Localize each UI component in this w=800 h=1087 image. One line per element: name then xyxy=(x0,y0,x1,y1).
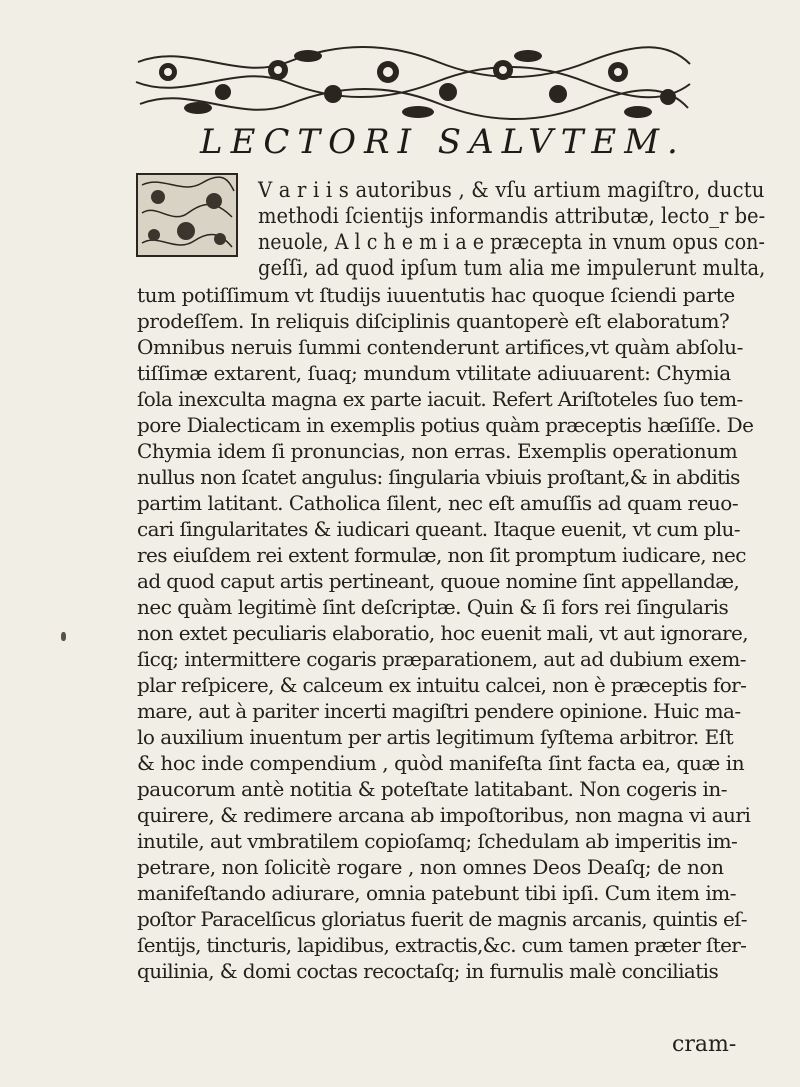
text-line-8: tiſſimæ extarent, ſuaq; mundum vtilitate adiuuarent: Chymia xyxy=(137,361,731,385)
decorated-initial-v xyxy=(136,173,238,257)
text-line-24: paucorum antè notitia & poteſtate latitabant. Non cogeris in- xyxy=(137,777,728,801)
text-line-16: ad quod caput artis pertineant, quoue nomine ſint appellandæ, xyxy=(137,569,740,593)
text-line-28: manifeſtando adiurare, omnia patebunt tibi ipſi. Cum item im- xyxy=(137,881,736,905)
text-line-23: & hoc inde compendium , quòd manifeſta ſint facta ea, quæ in xyxy=(137,751,745,775)
text-line-25: quirere, & redimere arcana ab impoſtoribus, non magna vi auri xyxy=(137,803,751,827)
text-line-17: nec quàm legitimè ſint deſcriptæ. Quin & ſi fors rei ſingularis xyxy=(137,595,729,619)
text-line-2: methodi ſcientijs informandis attributæ, lecto_r be- xyxy=(258,204,766,228)
text-line-18: non extet peculiaris elaboratio, hoc euenit mali, vt aut ignorare, xyxy=(137,621,748,645)
text-line-3: neuole, A l c h e m i a e præcepta in vnum opus con- xyxy=(258,230,765,254)
text-line-20: plar reſpicere, & calceum ex intuitu calcei, non è præceptis for- xyxy=(137,673,747,697)
ornamental-headpiece xyxy=(128,42,698,130)
text-line-30: ſentijs, tincturis, lapidibus, extractis,&c. cum tamen præter ſter- xyxy=(137,933,747,957)
text-line-10: pore Dialecticam in exemplis potius quàm præceptis hæſiſſe. De xyxy=(137,413,754,437)
text-line-29: poſtor Paracelſicus gloriatus fuerit de magnis arcanis, quintis eſ- xyxy=(137,907,747,931)
text-line-6: prodeſſem. In reliquis diſciplinis quantoperè eſt elaboratum? xyxy=(137,309,730,333)
text-line-1: V a r i i s autoribus , & vſu artium magiſtro, ductu xyxy=(258,178,765,202)
catchword: cram- xyxy=(672,1032,737,1057)
text-line-31: quilinia, & domi coctas recoctaſq; in furnulis malè conciliatis xyxy=(137,959,719,983)
text-line-5: tum potiſſimum vt ſtudijs iuuentutis hac quoque ſciendi parte xyxy=(137,283,735,307)
text-line-21: mare, aut à pariter incerti magiſtri pendere opinione. Huic ma- xyxy=(137,699,741,723)
text-line-4: geſſi, ad quod ipſum tum alia me impulerunt multa, xyxy=(258,256,766,280)
text-line-26: inutile, aut vmbratilem copioſamq; ſchedulam ab imperitis im- xyxy=(137,829,738,853)
text-line-22: lo auxilium inuentum per artis legitimum ſyſtema arbitror. Eſt xyxy=(137,725,734,749)
text-line-15: res eiuſdem rei extent formulæ, non ſit promptum iudicare, nec xyxy=(137,543,746,567)
text-line-11: Chymia idem ſi pronuncias, non erras. Exemplis operationum xyxy=(137,439,738,463)
text-line-9: ſola inexculta magna ex parte iacuit. Refert Ariſtoteles ſuo tem- xyxy=(137,387,743,411)
text-line-14: cari ſingularitates & iudicari queant. Itaque euenit, vt cum plu- xyxy=(137,517,740,541)
text-line-7: Omnibus neruis ſummi contenderunt artifices,vt quàm abſolu- xyxy=(137,335,743,359)
text-line-19: ſicq; intermittere cogaris præparationem, aut ad dubium exem- xyxy=(137,647,746,671)
text-line-13: partim latitant. Catholica ſilent, nec eſt amuſſis ad quam reuo- xyxy=(137,491,739,515)
text-line-12: nullus non ſcatet angulus: ſingularia vbiuis proſtant,& in abditis xyxy=(137,465,740,489)
page-heading: LECTORI SALVTEM. xyxy=(200,122,686,162)
ink-speck xyxy=(61,632,66,641)
text-line-27: petrare, non ſolicitè rogare , non omnes Deos Deaſq; de non xyxy=(137,855,724,879)
